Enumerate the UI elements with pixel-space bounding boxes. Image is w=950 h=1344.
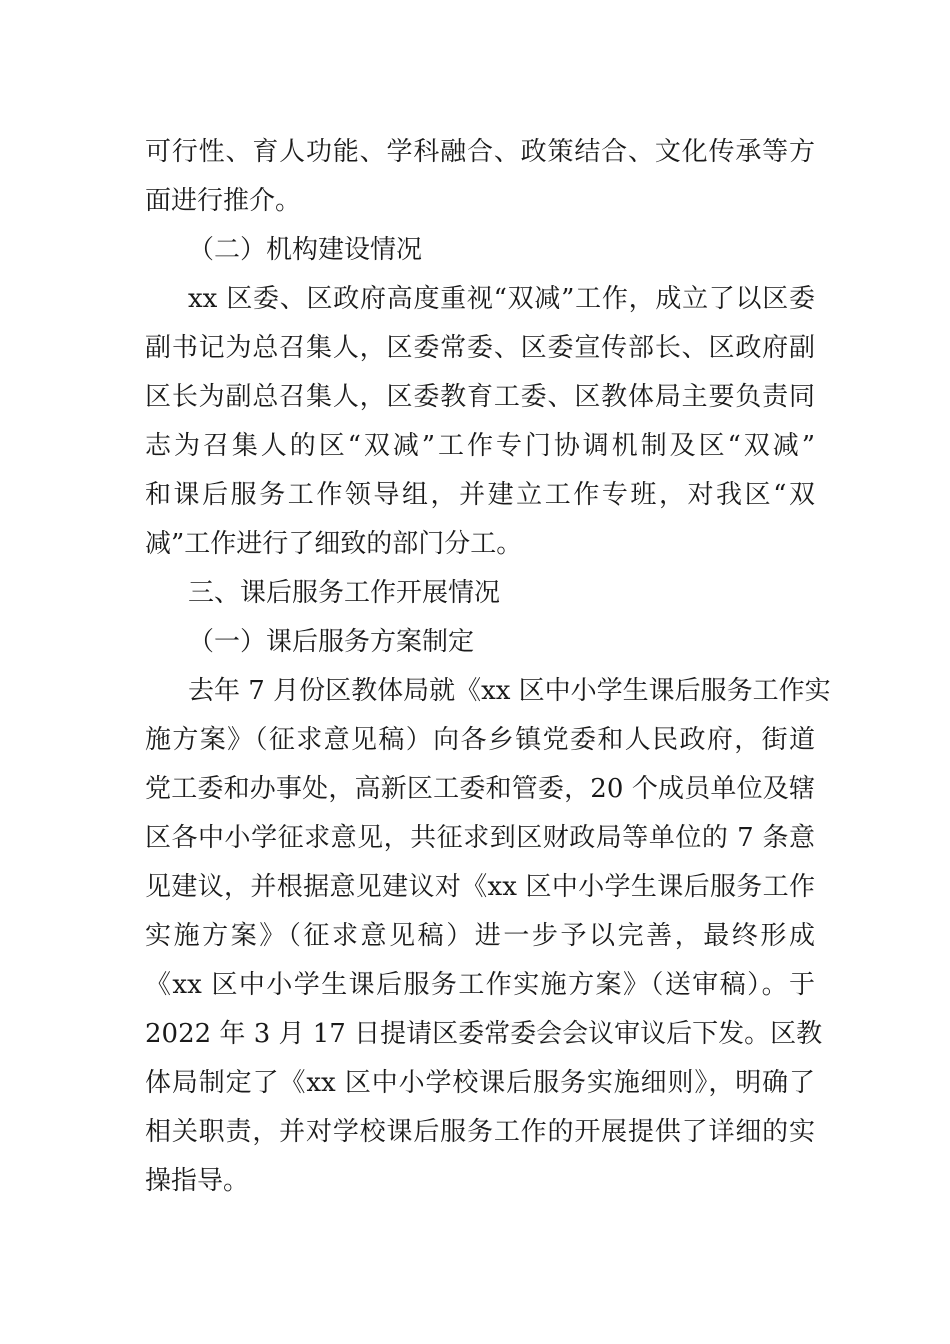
paragraph-line: 实施方案》（征求意见稿）进一步予以完善，最终形成 <box>145 921 815 951</box>
paragraph-line: 施方案》（征求意见稿）向各乡镇党委和人民政府，街道 <box>145 725 815 755</box>
paragraph-line: 减”工作进行了细致的部门分工。 <box>145 529 523 559</box>
paragraph-line: 体局制定了《xx 区中小学校课后服务实施细则》，明确了 <box>145 1068 815 1098</box>
paragraph-line: 志为召集人的区“双减”工作专门协调机制及区“双减” <box>145 431 815 461</box>
paragraph-line: 和课后服务工作领导组，并建立工作专班，对我区“双 <box>145 480 815 510</box>
section-heading: 三、课后服务工作开展情况 <box>188 578 501 608</box>
paragraph-line: 相关职责，并对学校课后服务工作的开展提供了详细的实 <box>145 1117 815 1147</box>
paragraph-line: 副书记为总召集人，区委常委、区委宣传部长、区政府副 <box>145 333 815 363</box>
paragraph-line: 《xx 区中小学生课后服务工作实施方案》（送审稿）。于 <box>145 970 815 1000</box>
section-heading: （二）机构建设情况 <box>188 235 423 265</box>
paragraph-line: 区各中小学征求意见，共征求到区财政局等单位的 7 条意 <box>145 823 815 853</box>
paragraph-line: 党工委和办事处，高新区工委和管委，20 个成员单位及辖 <box>145 774 815 804</box>
paragraph-line: xx 区委、区政府高度重视“双减”工作，成立了以区委 <box>188 284 815 314</box>
paragraph-line: 2022 年 3 月 17 日提请区委常委会会议审议后下发。区教 <box>145 1019 823 1049</box>
section-heading: （一）课后服务方案制定 <box>188 627 475 657</box>
paragraph-line: 可行性、育人功能、学科融合、政策结合、文化传承等方 <box>145 137 815 167</box>
paragraph-line: 面进行推介。 <box>145 186 302 216</box>
paragraph-line: 去年 7 月份区教体局就《xx 区中小学生课后服务工作实 <box>188 676 831 706</box>
paragraph-line: 见建议，并根据意见建议对《xx 区中小学生课后服务工作 <box>145 872 815 902</box>
paragraph-line: 操指导。 <box>145 1166 250 1196</box>
paragraph-line: 区长为副总召集人，区委教育工委、区教体局主要负责同 <box>145 382 815 412</box>
